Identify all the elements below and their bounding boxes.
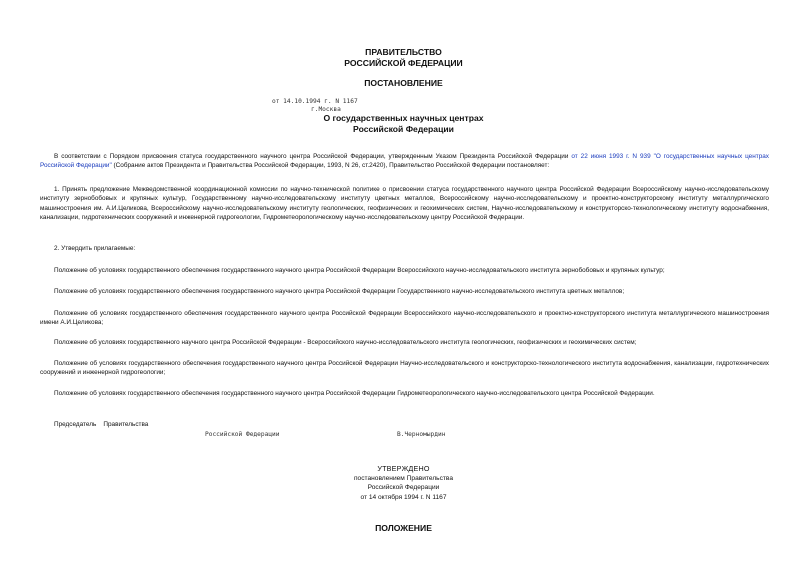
approved-caption: УТВЕРЖДЕНО: [377, 464, 430, 473]
doc-place: г.Москва: [311, 106, 341, 113]
intro-text-after: (Собрание актов Президента и Правительства Российской Федерации, 1993, N 26, ст.2420), Правительство Российской Федерации постановляет:: [111, 162, 550, 170]
government-line-1: ПРАВИТЕЛЬСТВО: [365, 47, 442, 57]
regulation-item: Положение об условиях государственного обеспечения государственного научного центра Российской Федерации Гидрометеорологического научно-исследовательского центра Российской Федерации.: [54, 390, 655, 397]
intro-text-before: В соответствии с Порядком присвоения статуса государственного научного центра Российской Федерации, утвержденным Указом Президента Российской Федерации: [54, 153, 572, 160]
approved-line-2: Российской Федерации: [367, 484, 440, 492]
doc-date-number: от 14.10.1994 г. N 1167: [272, 98, 358, 105]
approved-block: [0, 464, 807, 502]
doc-type-heading: ПОСТАНОВЛЕНИЕ: [364, 78, 443, 88]
item-1-paragraph: 1. Принять предложение Межведомственной координационной комиссии по научно-технической политике о присвоении статуса государственного научного центра Российской Федерации Всероссийскому научно-исследовательскому институту зернобобовых и крупяных культур, Государственному научно-исследовательскому институту цветных металлов, Всероссийскому научно-исследовательскому и проектно-конструкторскому институту металлургического машиностроения им. А.И.Целикова, Всероссийскому научно-исследовательскому институту геологических, геофизических и геохимических систем, Научно-исследовательскому и конструкторско-технологическому институту водоснабжения, канализации, гидротехнических сооружений и инженерной гидрогеологии, Гидрометеорологическому научно-исследовательскому центру Российской Федерации.: [40, 186, 769, 222]
item-2-paragraph: 2. Утвердить прилагаемые:: [54, 245, 136, 252]
regulation-item: Положение об условиях государственного обеспечения государственного научного центра Российской Федерации Всероссийского научно-исследовательского и проектно-конструкторского института металлургического машиностроения имени А.И.Целикова;: [40, 310, 769, 327]
section-heading: ПОЛОЖЕНИЕ: [375, 523, 432, 533]
decree-link[interactable]: от 22 июня 1993 г. N 939 "О государственных научных центрах Российской Федерации": [40, 153, 769, 170]
government-line-2: РОССИЙСКОЙ ФЕДЕРАЦИИ: [344, 58, 463, 68]
doc-title: [0, 113, 807, 135]
regulation-item: Положение об условиях государственного обеспечения государственного научного центра Российской Федерации Государственного научно-исследовательского института цветных металлов;: [54, 288, 625, 295]
signature-name: В.Черномырдин: [397, 431, 446, 438]
signature-role-country: Российской Федерации: [205, 431, 280, 438]
doc-title-line-1: О государственных научных центрах: [323, 113, 484, 123]
approved-line-1: постановлением Правительства: [353, 474, 454, 482]
regulation-item: Положение об условиях государственного обеспечения государственного научного центра Российской Федерации Всероссийского научно-исследовательского института зернобобовых и крупяных культур;: [54, 267, 665, 274]
regulation-item: Положение об условиях государственного обеспечения государственного научного центра Российской Федерации Научно-исследовательского и конструкторско-технологического института водоснабжения, канализации, гидротехнических сооружений и инженерной гидрогеологии;: [40, 360, 769, 377]
signature-role: Председатель Правительства: [54, 421, 149, 428]
doc-title-line-2: Российской Федерации: [353, 124, 454, 134]
government-heading: [0, 47, 807, 69]
regulation-item: Положение об условиях государственного научного центра Российской Федерации - Всероссийского научно-исследовательского института геологических, геофизических и геохимических систем;: [54, 339, 637, 346]
intro-paragraph: [40, 152, 769, 171]
approved-line-3: от 14 октября 1994 г. N 1167: [360, 493, 447, 501]
